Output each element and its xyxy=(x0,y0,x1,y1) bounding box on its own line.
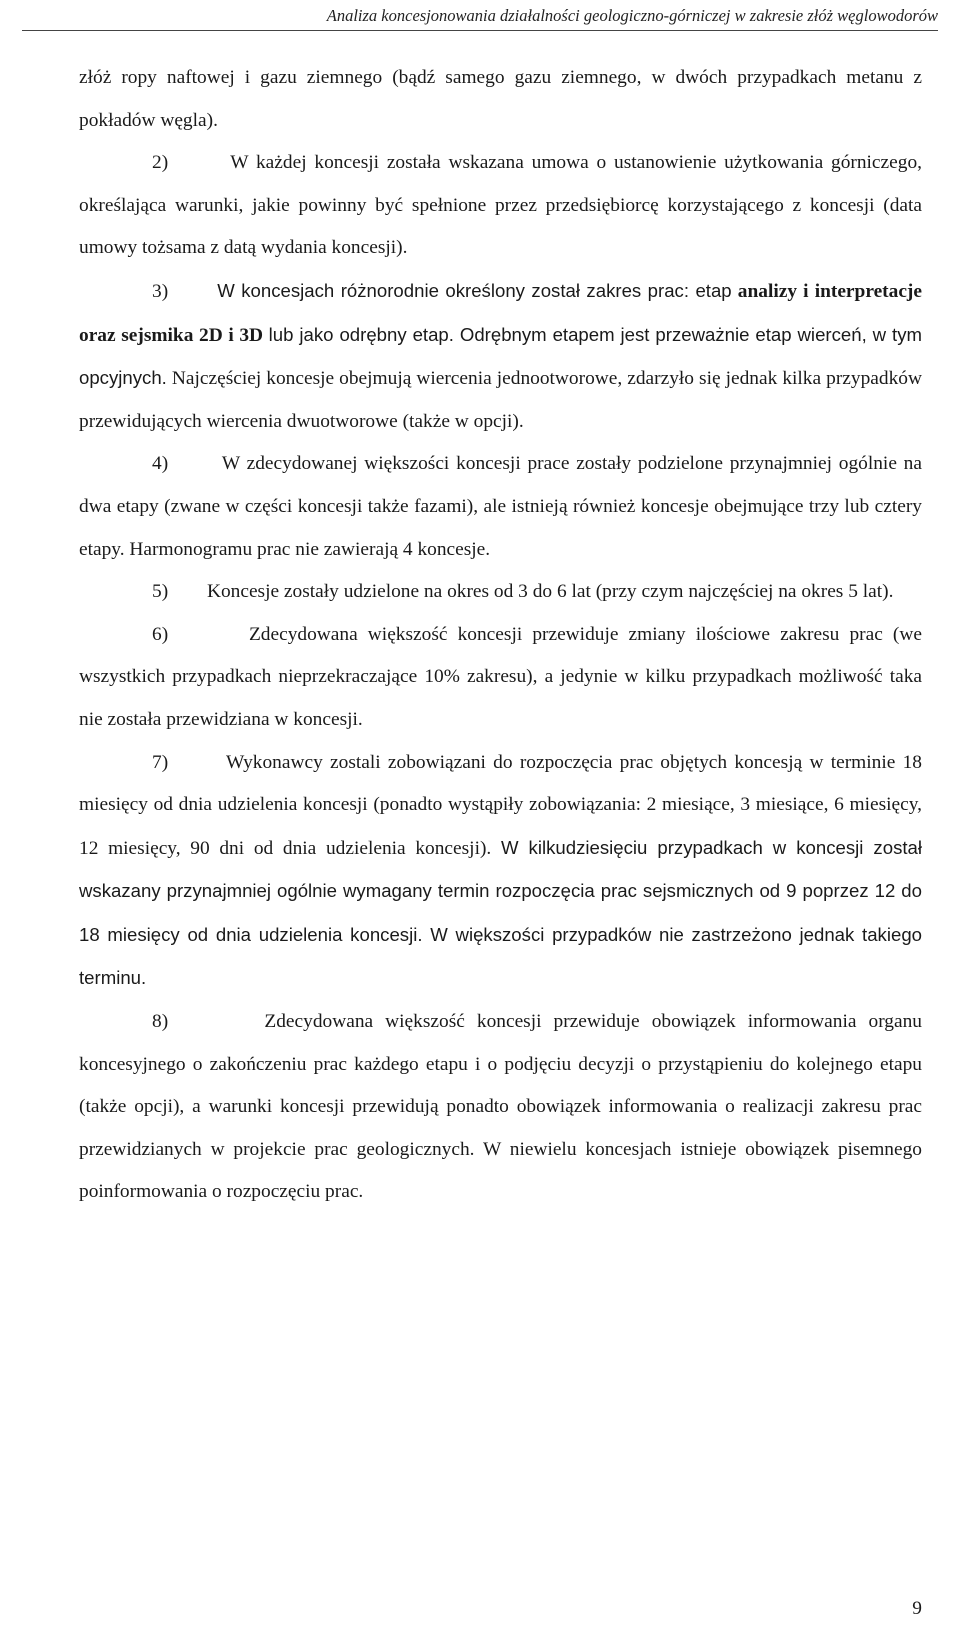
item-number: 5) xyxy=(152,581,169,603)
item-text: W zdecydowanej większości koncesji prace zostały podzielone przynajmniej ogólnie na dwa etapy (zwane w części koncesji także fazami), ale istnieją również koncesje obejmujące trzy lub cztery etapy. Harmonogramu prac nie zawierają 4 koncesje. xyxy=(79,453,922,560)
item-text: Koncesje zostały udzielone na okres od 3 do 6 lat (przy czym najczęściej na okres 5 lat). xyxy=(206,581,894,603)
item-text: W kilkudziesięciu przypadkach w koncesji został wskazany przynajmniej ogólnie wymagany termin rozpoczęcia prac sejsmicznych od 9 poprzez 12 do 18 miesięcy od dnia udzielenia koncesji. W większości przypadków nie zastrzeżono jednak takiego terminu. xyxy=(79,836,922,989)
item-number: 7) xyxy=(152,751,169,773)
running-header-title: Analiza koncesjonowania działalności geologiczno-górniczej w zakresie złóż węglowodorów xyxy=(326,6,938,25)
page-number: 9 xyxy=(912,1598,922,1619)
list-item-4 xyxy=(79,443,922,571)
item-number: 4) xyxy=(152,453,169,475)
item-text: W każdej koncesji została wskazana umowa o ustanowienie użytkowania górniczego, określająca warunki, jakie powinny być spełnione przez przedsiębiorcę korzystającego z koncesji (data umowy tożsama z datą wydania koncesji). xyxy=(79,152,922,259)
item-text: Najczęściej koncesje obejmują wiercenia jednootworowe, zdarzyło się jednak kilka przypadków przewidujących wiercenia dwuotworowe (także w opcji). xyxy=(79,368,922,432)
item-bold-text: analizy i interpretacje oraz sejsmika 2D i 3D xyxy=(79,280,923,346)
list-item-5 xyxy=(79,571,922,614)
list-item-7 xyxy=(79,742,922,1002)
item-text: Wykonawcy zostali zobowiązani do rozpoczęcia prac objętych koncesją w terminie 18 miesięcy od dnia udzielenia koncesji (ponadto wystąpiły zobowiązania: 2 miesiące, 3 miesiące, 6 miesięcy, 12 miesięcy, 90 dni od dnia udzielenia koncesji). xyxy=(79,751,922,859)
item-number: 6) xyxy=(152,623,169,645)
document-body xyxy=(79,57,922,1214)
item-text: lub jako odrębny etap. Odrębnym etapem jest przeważnie etap wierceń, w tym opcyjnych. xyxy=(79,323,922,389)
list-item-6 xyxy=(79,614,922,742)
list-item-3 xyxy=(79,270,922,443)
item-text: Zdecydowana większość koncesji przewiduje obowiązek informowania organu koncesyjnego o zakończeniu prac każdego etapu i o podjęciu decyzji o przystąpieniu do kolejnego etapu (także opcji), a warunki koncesji przewidują ponadto obowiązek informowania o realizacji zakresu prac przewidzianych w projekcie prac geologicznych. W niewielu koncesjach istnieje obowiązek pisemnego poinformowania o rozpoczęciu prac. xyxy=(79,1011,922,1203)
list-item-2 xyxy=(79,142,922,270)
item-number: 2) xyxy=(152,152,169,174)
item-text: Zdecydowana większość koncesji przewiduje zmiany ilościowe zakresu prac (we wszystkich przypadkach nieprzekraczające 10% zakresu), a jedynie w kilku przypadkach możliwość taka nie została przewidziana w koncesji. xyxy=(79,623,922,730)
item-text: W koncesjach różnorodnie określony został zakres prac: etap xyxy=(217,279,732,301)
intro-paragraph: złóż ropy naftowej i gazu ziemnego (bądź samego gazu ziemnego, w dwóch przypadkach metanu z pokładów węgla). xyxy=(79,67,922,131)
item-number: 8) xyxy=(152,1011,169,1033)
list-item-8 xyxy=(79,1001,922,1214)
running-header xyxy=(22,6,938,31)
item-number: 3) xyxy=(152,280,169,302)
